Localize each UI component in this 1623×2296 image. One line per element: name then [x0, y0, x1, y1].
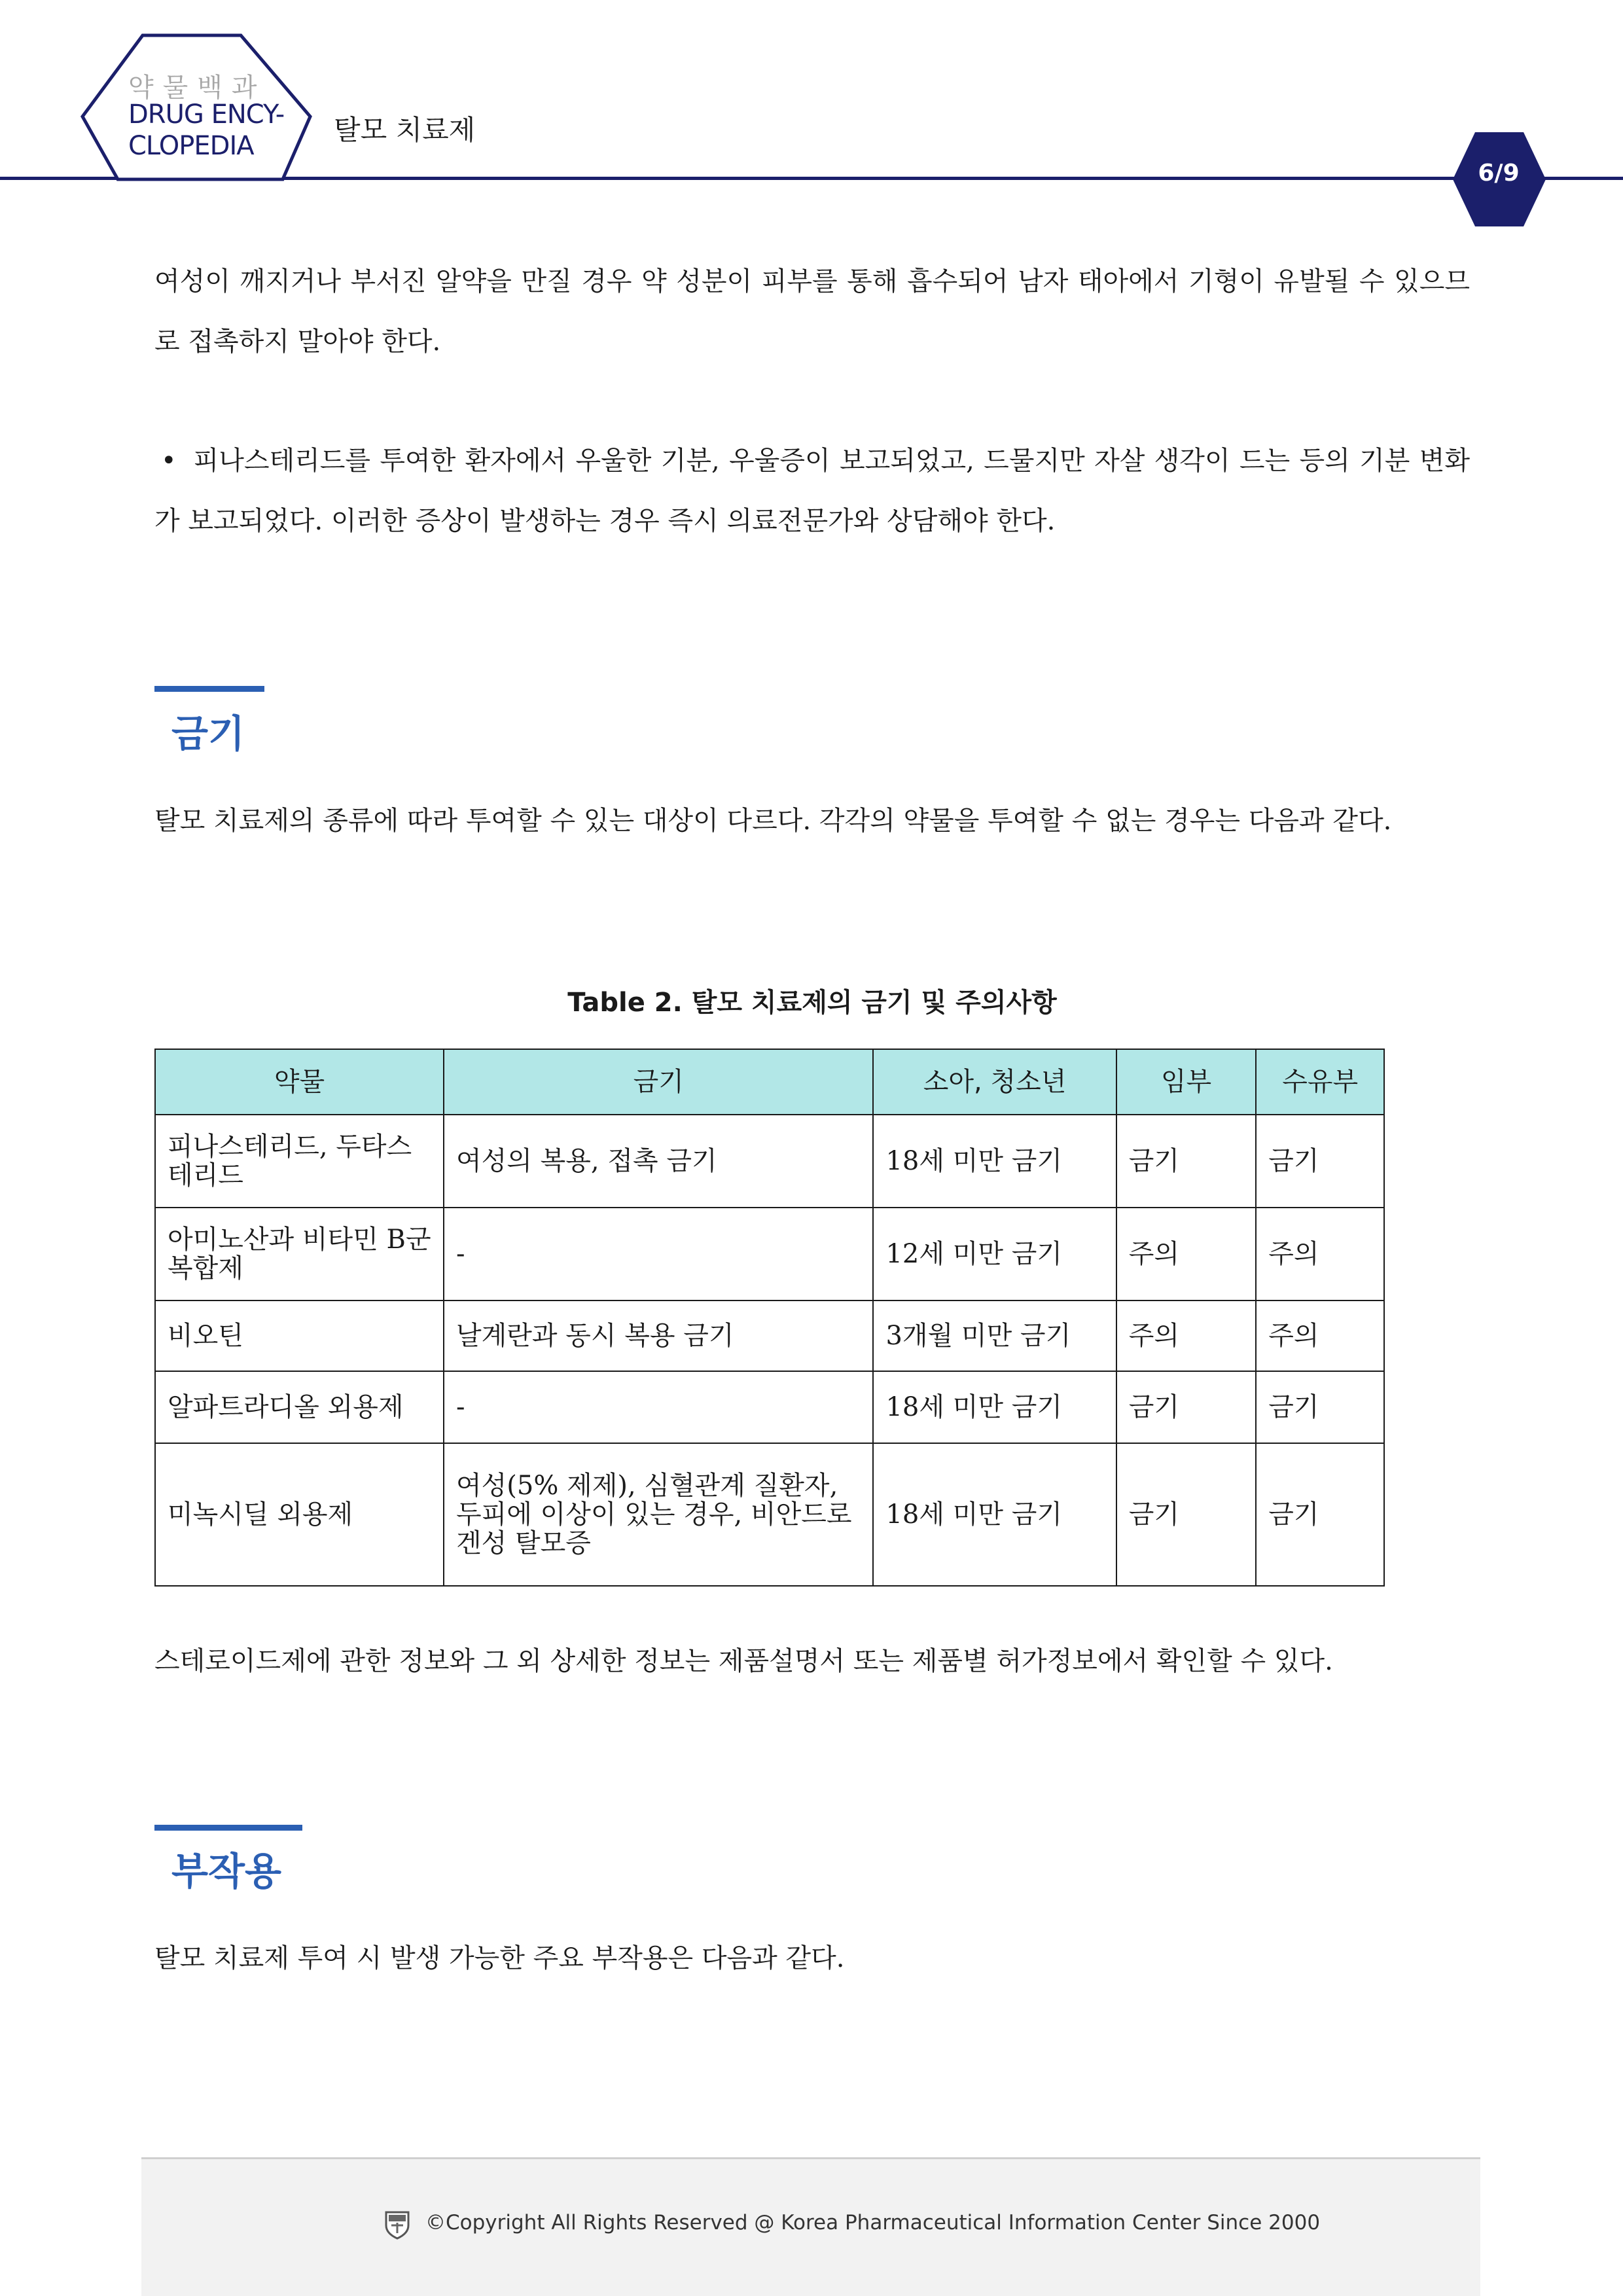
header-cell-nursing: 수유부: [1256, 1049, 1384, 1115]
cell-nursing: 주의: [1256, 1300, 1384, 1371]
cell-nursing: 금기: [1256, 1371, 1384, 1443]
cell-pregnant: 금기: [1116, 1115, 1257, 1208]
logo-text-line2: CLOPEDIA: [128, 131, 254, 161]
cell-nursing: 금기: [1256, 1443, 1384, 1586]
table-header-row: [155, 1049, 1384, 1115]
table-row: [155, 1208, 1384, 1300]
table-row: [155, 1443, 1384, 1586]
table-row: [155, 1115, 1384, 1208]
cell-children: 3개월 미만 금기: [873, 1300, 1116, 1371]
header-cell-children: 소아, 청소년: [873, 1049, 1116, 1115]
cell-drug: 비오틴: [155, 1300, 444, 1371]
contraindications-intro: 탈모 치료제의 종류에 따라 투여할 수 있는 대상이 다르다. 각각의 약물을 투여할 수 없는 경우는 다음과 같다.: [154, 806, 1392, 836]
cell-children: 18세 미만 금기: [873, 1443, 1116, 1586]
section-title-contraindications: 금기: [171, 711, 245, 756]
header-cell-drug: 약물: [155, 1049, 444, 1115]
bullet-marker: •: [161, 446, 177, 476]
cell-drug: 아미노산과 비타민 B군 복합제: [155, 1208, 444, 1300]
section-accent-bar: [154, 1825, 302, 1831]
table-caption: Table 2. 탈모 치료제의 금기 및 주의사항: [567, 988, 1057, 1018]
bullet-paragraph: [154, 431, 1470, 551]
cell-pregnant: 금기: [1116, 1443, 1257, 1586]
copyright-text: ©Copyright All Rights Reserved @ Korea Pharmaceutical Information Center Since 2000: [425, 2211, 1321, 2234]
cell-contraindication: -: [444, 1371, 873, 1443]
cell-pregnant: 주의: [1116, 1208, 1257, 1300]
cell-drug: 알파트라디올 외용제: [155, 1371, 444, 1443]
bullet-text: 피나스테리드를 투여한 환자에서 우울한 기분, 우울증이 보고되었고, 드물지만 자살 생각이 드는 등의 기분 변화가 보고되었다. 이러한 증상이 발생하는 경우 즉시 의료전문가와 상담해야 한다.: [154, 446, 1470, 536]
cell-pregnant: 주의: [1116, 1300, 1257, 1371]
logo-text-line1: DRUG ENCY-: [128, 99, 285, 130]
cell-children: 18세 미만 금기: [873, 1115, 1116, 1208]
document-title: 탈모 치료제: [334, 114, 476, 146]
shield-logo-icon: [383, 2210, 411, 2240]
table-footnote: 스테로이드제에 관한 정보와 그 외 상세한 정보는 제품설명서 또는 제품별 허가정보에서 확인할 수 있다.: [154, 1646, 1333, 1676]
section-title-side-effects: 부작용: [171, 1849, 282, 1893]
cell-children: 12세 미만 금기: [873, 1208, 1116, 1300]
footer-divider: [141, 2157, 1480, 2159]
table-row: [155, 1300, 1384, 1371]
cell-pregnant: 금기: [1116, 1371, 1257, 1443]
intro-paragraph: 여성이 깨지거나 부서진 알약을 만질 경우 약 성분이 피부를 통해 흡수되어 남자 태아에서 기형이 유발될 수 있으므로 접촉하지 말아야 한다.: [154, 266, 1470, 357]
cell-contraindication: 여성의 복용, 접촉 금기: [444, 1115, 873, 1208]
cell-nursing: 금기: [1256, 1115, 1384, 1208]
cell-drug: 미녹시딜 외용제: [155, 1443, 444, 1586]
page-number: 6/9: [1478, 160, 1520, 187]
cell-children: 18세 미만 금기: [873, 1371, 1116, 1443]
logo-korean-text: 약물백과: [128, 73, 266, 103]
table-row: [155, 1371, 1384, 1443]
cell-contraindication: 여성(5% 제제), 심혈관계 질환자, 두피에 이상이 있는 경우, 비안드로겐성 탈모증: [444, 1443, 873, 1586]
cell-contraindication: 날계란과 동시 복용 금기: [444, 1300, 873, 1371]
header-cell-contraindication: 금기: [444, 1049, 873, 1115]
section-accent-bar: [154, 686, 264, 692]
side-effects-intro: 탈모 치료제 투여 시 발생 가능한 주요 부작용은 다음과 같다.: [154, 1943, 845, 1973]
header-cell-pregnant: 임부: [1116, 1049, 1257, 1115]
cell-drug: 피나스테리드, 두타스테리드: [155, 1115, 444, 1208]
cell-nursing: 주의: [1256, 1208, 1384, 1300]
contraindications-table: [154, 1049, 1385, 1587]
cell-contraindication: -: [444, 1208, 873, 1300]
